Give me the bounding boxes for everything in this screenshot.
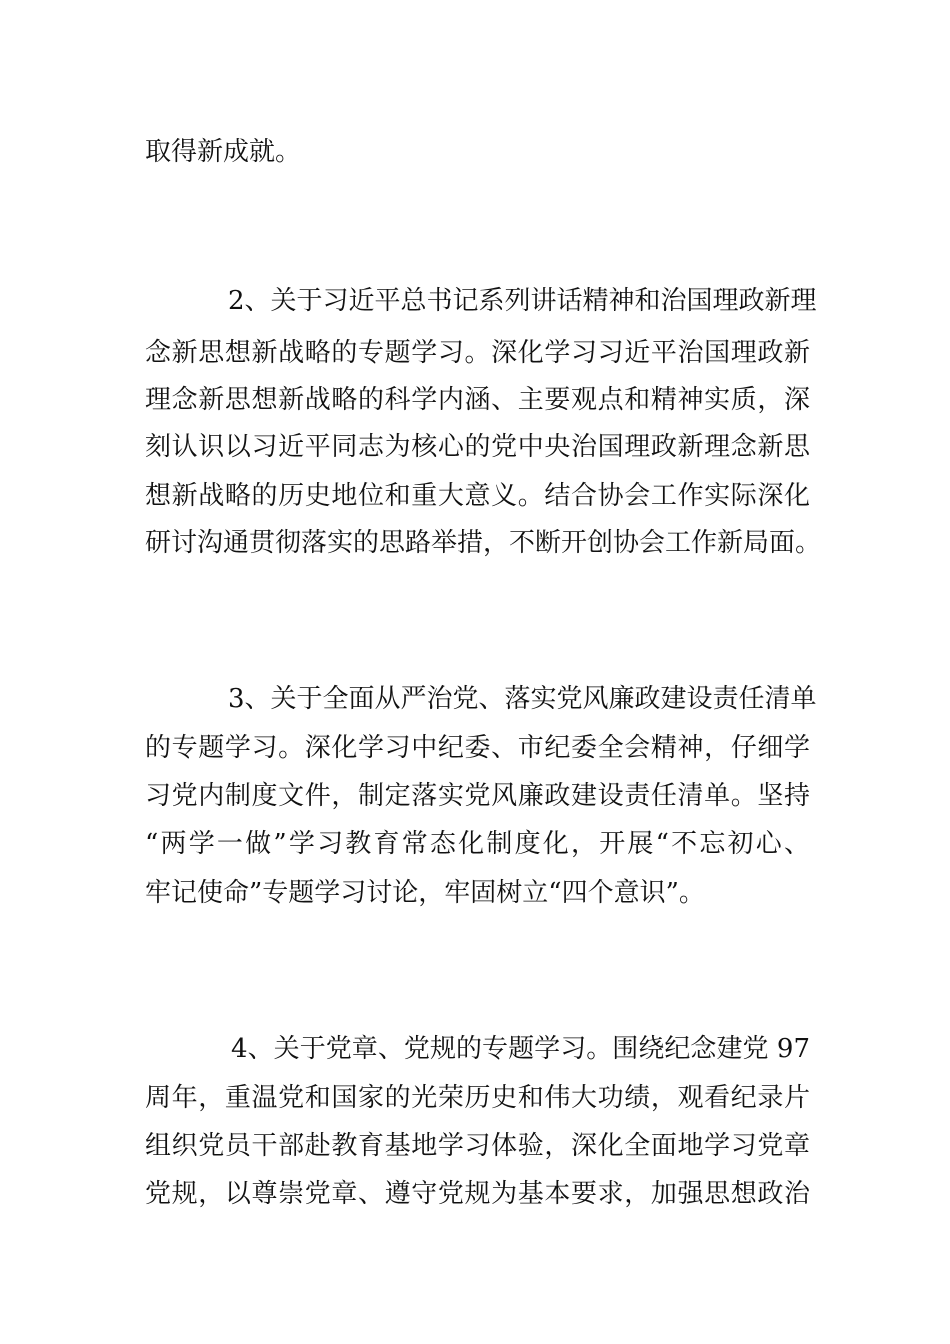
- paragraph-2-line-6: 研讨沟通贯彻落实的思路举措，不断开创协会工作新局面。: [145, 528, 822, 558]
- paragraph-4-line-1: 4、关于党章、党规的专题学习。围绕纪念建党 97: [231, 1034, 810, 1064]
- paragraph-3-line-4: “两学一做”学习教育常态化制度化，开展“不忘初心、: [145, 829, 810, 859]
- paragraph-2-line-4: 刻认识以习近平同志为核心的党中央治国理政新理念新思: [145, 432, 810, 462]
- paragraph-3-line-3: 习党内制度文件，制定落实党风廉政建设责任清单。坚持: [145, 781, 810, 811]
- paragraph-3-line-1: 3、关于全面从严治党、落实党风廉政建设责任清单: [228, 684, 817, 714]
- paragraph-2-line-5: 想新战略的历史地位和重大意义。结合协会工作实际深化: [145, 481, 810, 511]
- paragraph-4-line-4: 党规，以尊崇党章、遵守党规为基本要求，加强思想政治: [145, 1179, 810, 1209]
- paragraph-4-line-3: 组织党员干部赴教育基地学习体验，深化全面地学习党章: [145, 1131, 810, 1161]
- paragraph-1-line-1: 取得新成就。: [145, 137, 302, 167]
- paragraph-2-line-2: 念新思想新战略的专题学习。深化学习习近平治国理政新: [145, 338, 810, 368]
- paragraph-2-line-1: 2、关于习近平总书记系列讲话精神和治国理政新理: [228, 286, 817, 316]
- paragraph-3-line-2: 的专题学习。深化学习中纪委、市纪委全会精神，仔细学: [145, 733, 810, 763]
- paragraph-2-line-3: 理念新思想新战略的科学内涵、主要观点和精神实质，深: [145, 385, 810, 415]
- paragraph-4-line-2: 周年，重温党和国家的光荣历史和伟大功绩，观看纪录片: [145, 1083, 810, 1113]
- paragraph-3-line-5: 牢记使命”专题学习讨论，牢固树立“四个意识”。: [145, 878, 705, 908]
